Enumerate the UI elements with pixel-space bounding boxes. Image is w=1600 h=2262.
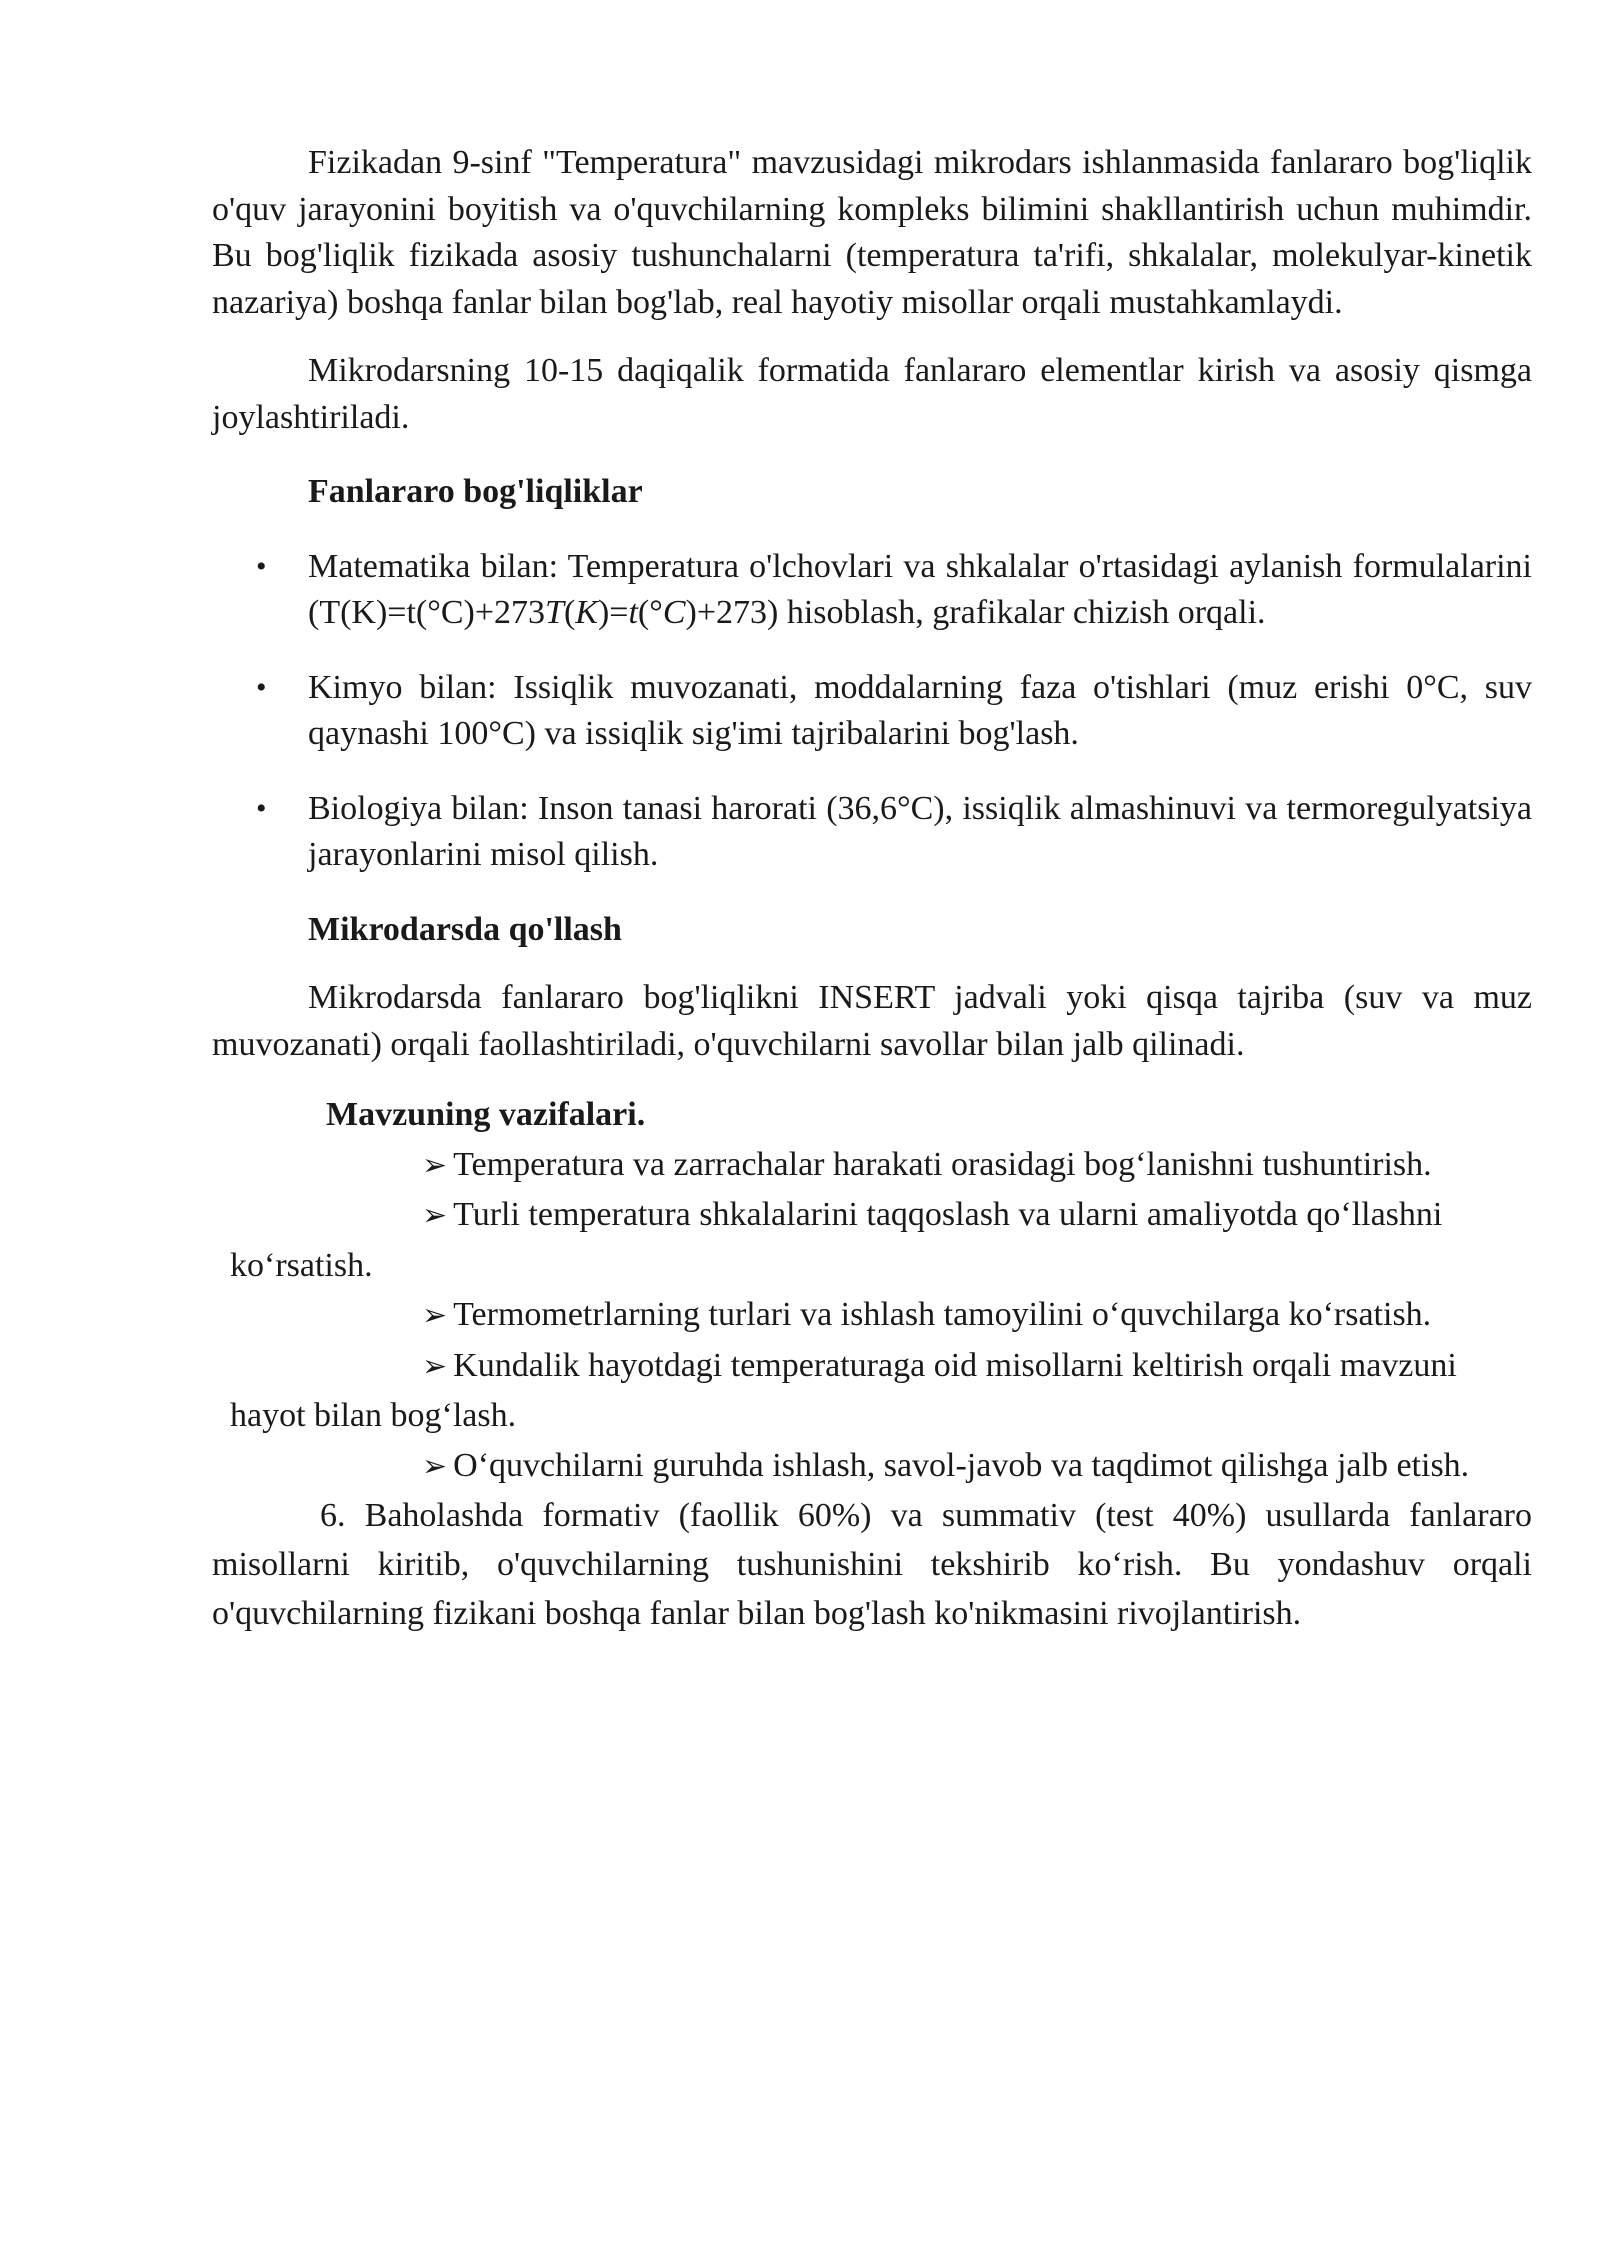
arrow-bullet-icon: ➢ bbox=[422, 1449, 448, 1483]
arrow-bullet-icon: ➢ bbox=[422, 1148, 448, 1182]
arrow-bullet-icon: ➢ bbox=[422, 1299, 448, 1332]
intro-paragraph-1: Fizikadan 9-sinf "Temperatura" mavzusidagi mikrodars ishlanmasida fanlararo bog'liqlik o'quv jarayonini boyitish va o'quvchilarning kompleks bilimini shakllantirish uchun muhimdir. Bu bog'liqlik fizikada asosiy tushunchalarni (temperatura ta'rifi, shkalalar, molekulyar-kinetik nazariya) boshqa fanlar bilan bog'lab, real hayotiy misollar orqali mustahkamlaydi. bbox=[212, 144, 1532, 321]
chemistry-text: Kimyo bilan: Issiqlik muvozanati, moddalarning faza o'tishlari (muz erishi 0°C, suv qaynashi 100°C) va issiqlik sig'imi tajribalarini bog'lash. bbox=[308, 668, 1532, 752]
arrow-bullet-icon: ➢ bbox=[422, 1349, 448, 1383]
task-item bbox=[230, 1140, 1532, 1191]
task-text: Turli temperatura shkalalarini taqqoslash va ularni amaliyotda qo‘llashni ko‘rsatish. bbox=[230, 1196, 1443, 1284]
math-text-before: Matematika bilan: Temperatura o'lchovlari va shkalalar o'rtasidagi aylanish formulalarini (T(K)=t(°C)+273 bbox=[308, 547, 1532, 631]
task-item bbox=[230, 1290, 1532, 1341]
task-item bbox=[230, 1190, 1532, 1290]
task-text: O‘quvchilarni guruhda ishlash, savol-javob va taqdimot qilishga jalb etish. bbox=[453, 1446, 1470, 1484]
math-text-mid2: )= bbox=[597, 594, 629, 631]
bullet-icon: • bbox=[256, 670, 267, 704]
section-heading-interdisciplinary: Fanlararo bog'liqliklar bbox=[308, 473, 643, 510]
math-text-mid3: (° bbox=[637, 594, 663, 631]
task-item bbox=[230, 1341, 1532, 1441]
bullet-icon: • bbox=[256, 791, 267, 825]
task-text: Temperatura va zarrachalar harakati orasidagi bog‘lanishni tushuntirish. bbox=[453, 1145, 1432, 1183]
section-heading-application: Mikrodarsda qo'llash bbox=[308, 910, 622, 948]
assessment-paragraph: 6. Baholashda formativ (faollik 60%) va summativ (test 40%) usullarda fanlararo misollarni kiritib, o'quvchilarning tushunishini tekshirib ko‘rish. Bu yondashuv orqali o'quvchilarning fizikani boshqa fanlar bilan bog'lash ko'nikmasini rivojlantirish. bbox=[212, 1497, 1532, 1632]
intro-paragraph-2: Mikrodarsning 10-15 daqiqalik formatida fanlararo elementlar kirish va asosiy qismga joylashtiriladi. bbox=[212, 352, 1532, 436]
document-page bbox=[212, 140, 1532, 1638]
math-italic-t: t bbox=[628, 594, 638, 631]
arrow-bullet-icon: ➢ bbox=[422, 1199, 448, 1232]
application-paragraph: Mikrodarsda fanlararo bog'liqlikni INSERT jadvali yoki qisqa tajriba (suv va muz muvozanati) orqali faollashtiriladi, o'quvchilarni savollar bilan jalb qilinadi. bbox=[212, 979, 1532, 1063]
biology-text: Biologiya bilan: Inson tanasi harorati (36,6°C), issiqlik almashinuvi va termoregulyatsiya jarayonlarini misol qilish. bbox=[308, 789, 1532, 873]
tasks-heading: Mavzuning vazifalari. bbox=[326, 1096, 646, 1133]
interdisciplinary-list bbox=[212, 544, 1532, 879]
list-item-chemistry bbox=[212, 665, 1532, 758]
list-item-math bbox=[212, 544, 1532, 637]
math-text-after: )+273) hisoblash, grafikalar chizish orqali. bbox=[685, 594, 1266, 631]
bullet-icon: • bbox=[256, 549, 267, 583]
task-text: Termometrlarning turlari va ishlash tamoyilini o‘quvchilarga ko‘rsatish. bbox=[453, 1296, 1432, 1333]
math-italic-C: C bbox=[662, 594, 686, 631]
math-italic-K: K bbox=[575, 594, 598, 631]
tasks-block bbox=[212, 1090, 1532, 1491]
task-item bbox=[230, 1441, 1532, 1492]
list-item-biology bbox=[212, 786, 1532, 879]
task-text: Kundalik hayotdagi temperaturaga oid misollarni keltirish orqali mavzuni hayot bilan bog‘lash. bbox=[230, 1346, 1457, 1434]
math-italic-T: T bbox=[545, 594, 564, 631]
math-text-mid1: ( bbox=[563, 594, 576, 631]
